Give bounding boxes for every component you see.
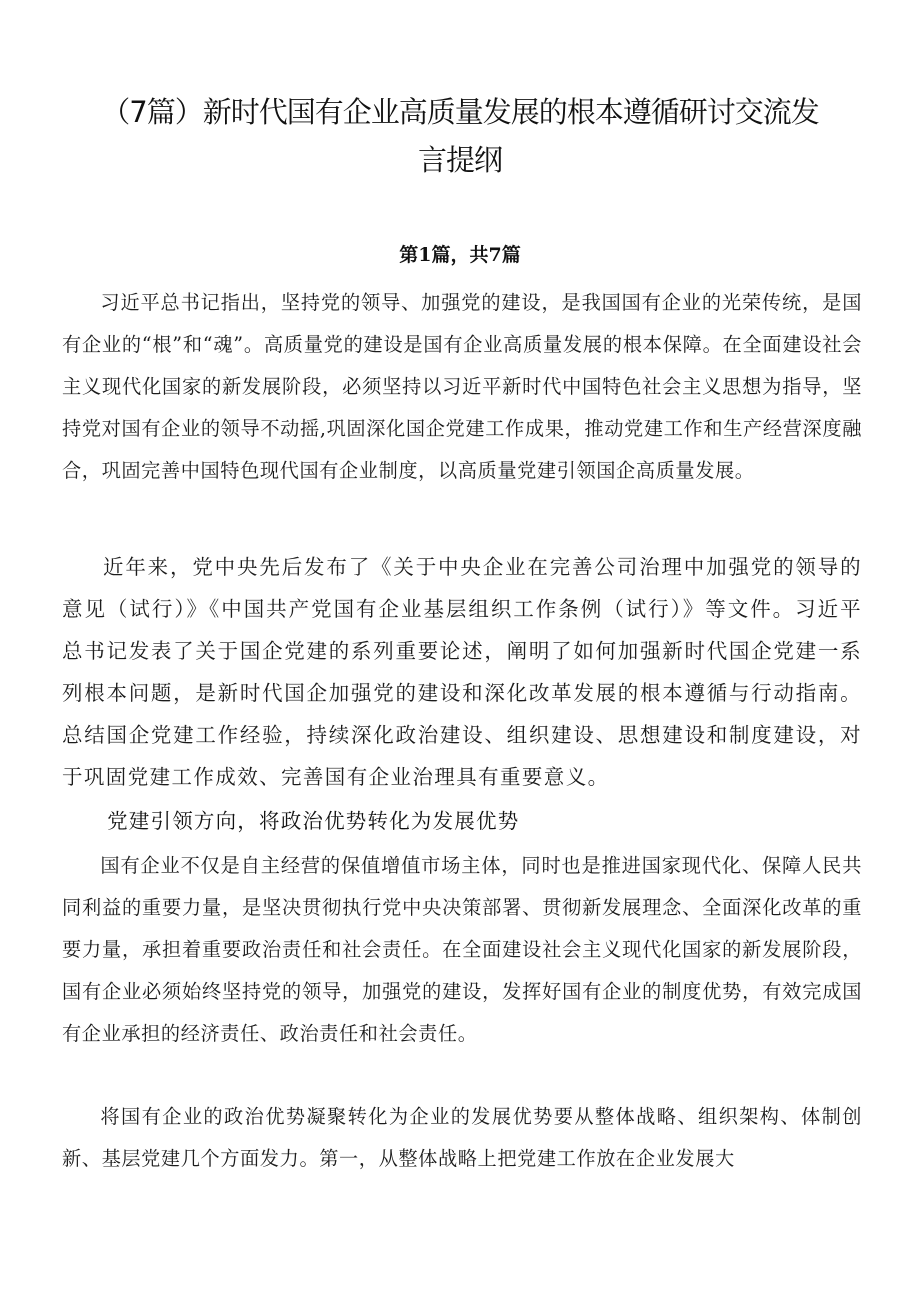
paragraph-3: 国有企业不仅是自主经营的保值增值市场主体，同时也是推进国家现代化、保障人民共同利益的重要力量，是坚决贯彻执行党中央决策部署、贯彻新发展理念、全面深化改革的重要力量，承担着重要政治责任和社会责任。在全面建设社会主义现代化国家的新发展阶段，国有企业必须始终坚持党的领导，加强党的建设，发挥好国有企业的制度优势，有效完成国有企业承担的经济责任、政治责任和社会责任。 [62,854,862,1045]
paragraph-1: 习近平总书记指出，坚持党的领导、加强党的建设，是我国国有企业的光荣传统，是国有企业的“根”和“魂”。高质量党的建设是国有企业高质量发展的根本保障。在全面建设社会主义现代化国家的新发展阶段，必须坚持以习近平新时代中国特色社会主义思想为指导，坚持党对国有企业的领导不动摇,巩固深化国企党建工作成果，推动党建工作和生产经营深度融合，巩固完善中国特色现代国有企业制度，以高质量党建引领国企高质量发展。 [62,291,862,482]
section-heading: 党建引领方向，将政治优势转化为发展优势 [107,809,520,833]
paragraph-4: 将国有企业的政治优势凝聚转化为企业的发展优势要从整体战略、组织架构、体制创新、基层党建几个方面发力。第一，从整体战略上把党建工作放在企业发展大 [62,1105,862,1170]
section-marker: 第1篇，共7篇 [399,244,521,266]
document-title: （7篇）新时代国有企业高质量发展的根本遵循研讨交流发言提纲 [101,95,819,177]
paragraph-2: 近年来，党中央先后发布了《关于中央企业在完善公司治理中加强党的领导的意见（试行）》《中国共产党国有企业基层组织工作条例（试行）》等文件。习近平总书记发表了关于国企党建的系列重要论述，阐明了如何加强新时代国企党建一系列根本问题，是新时代国企加强党的建设和深化改革发展的根本遵循与行动指南。总结国企党建工作经验，持续深化政治建设、组织建设、思想建设和制度建设，对于巩固党建工作成效、完善国有企业治理具有重要意义。 [62,555,862,789]
